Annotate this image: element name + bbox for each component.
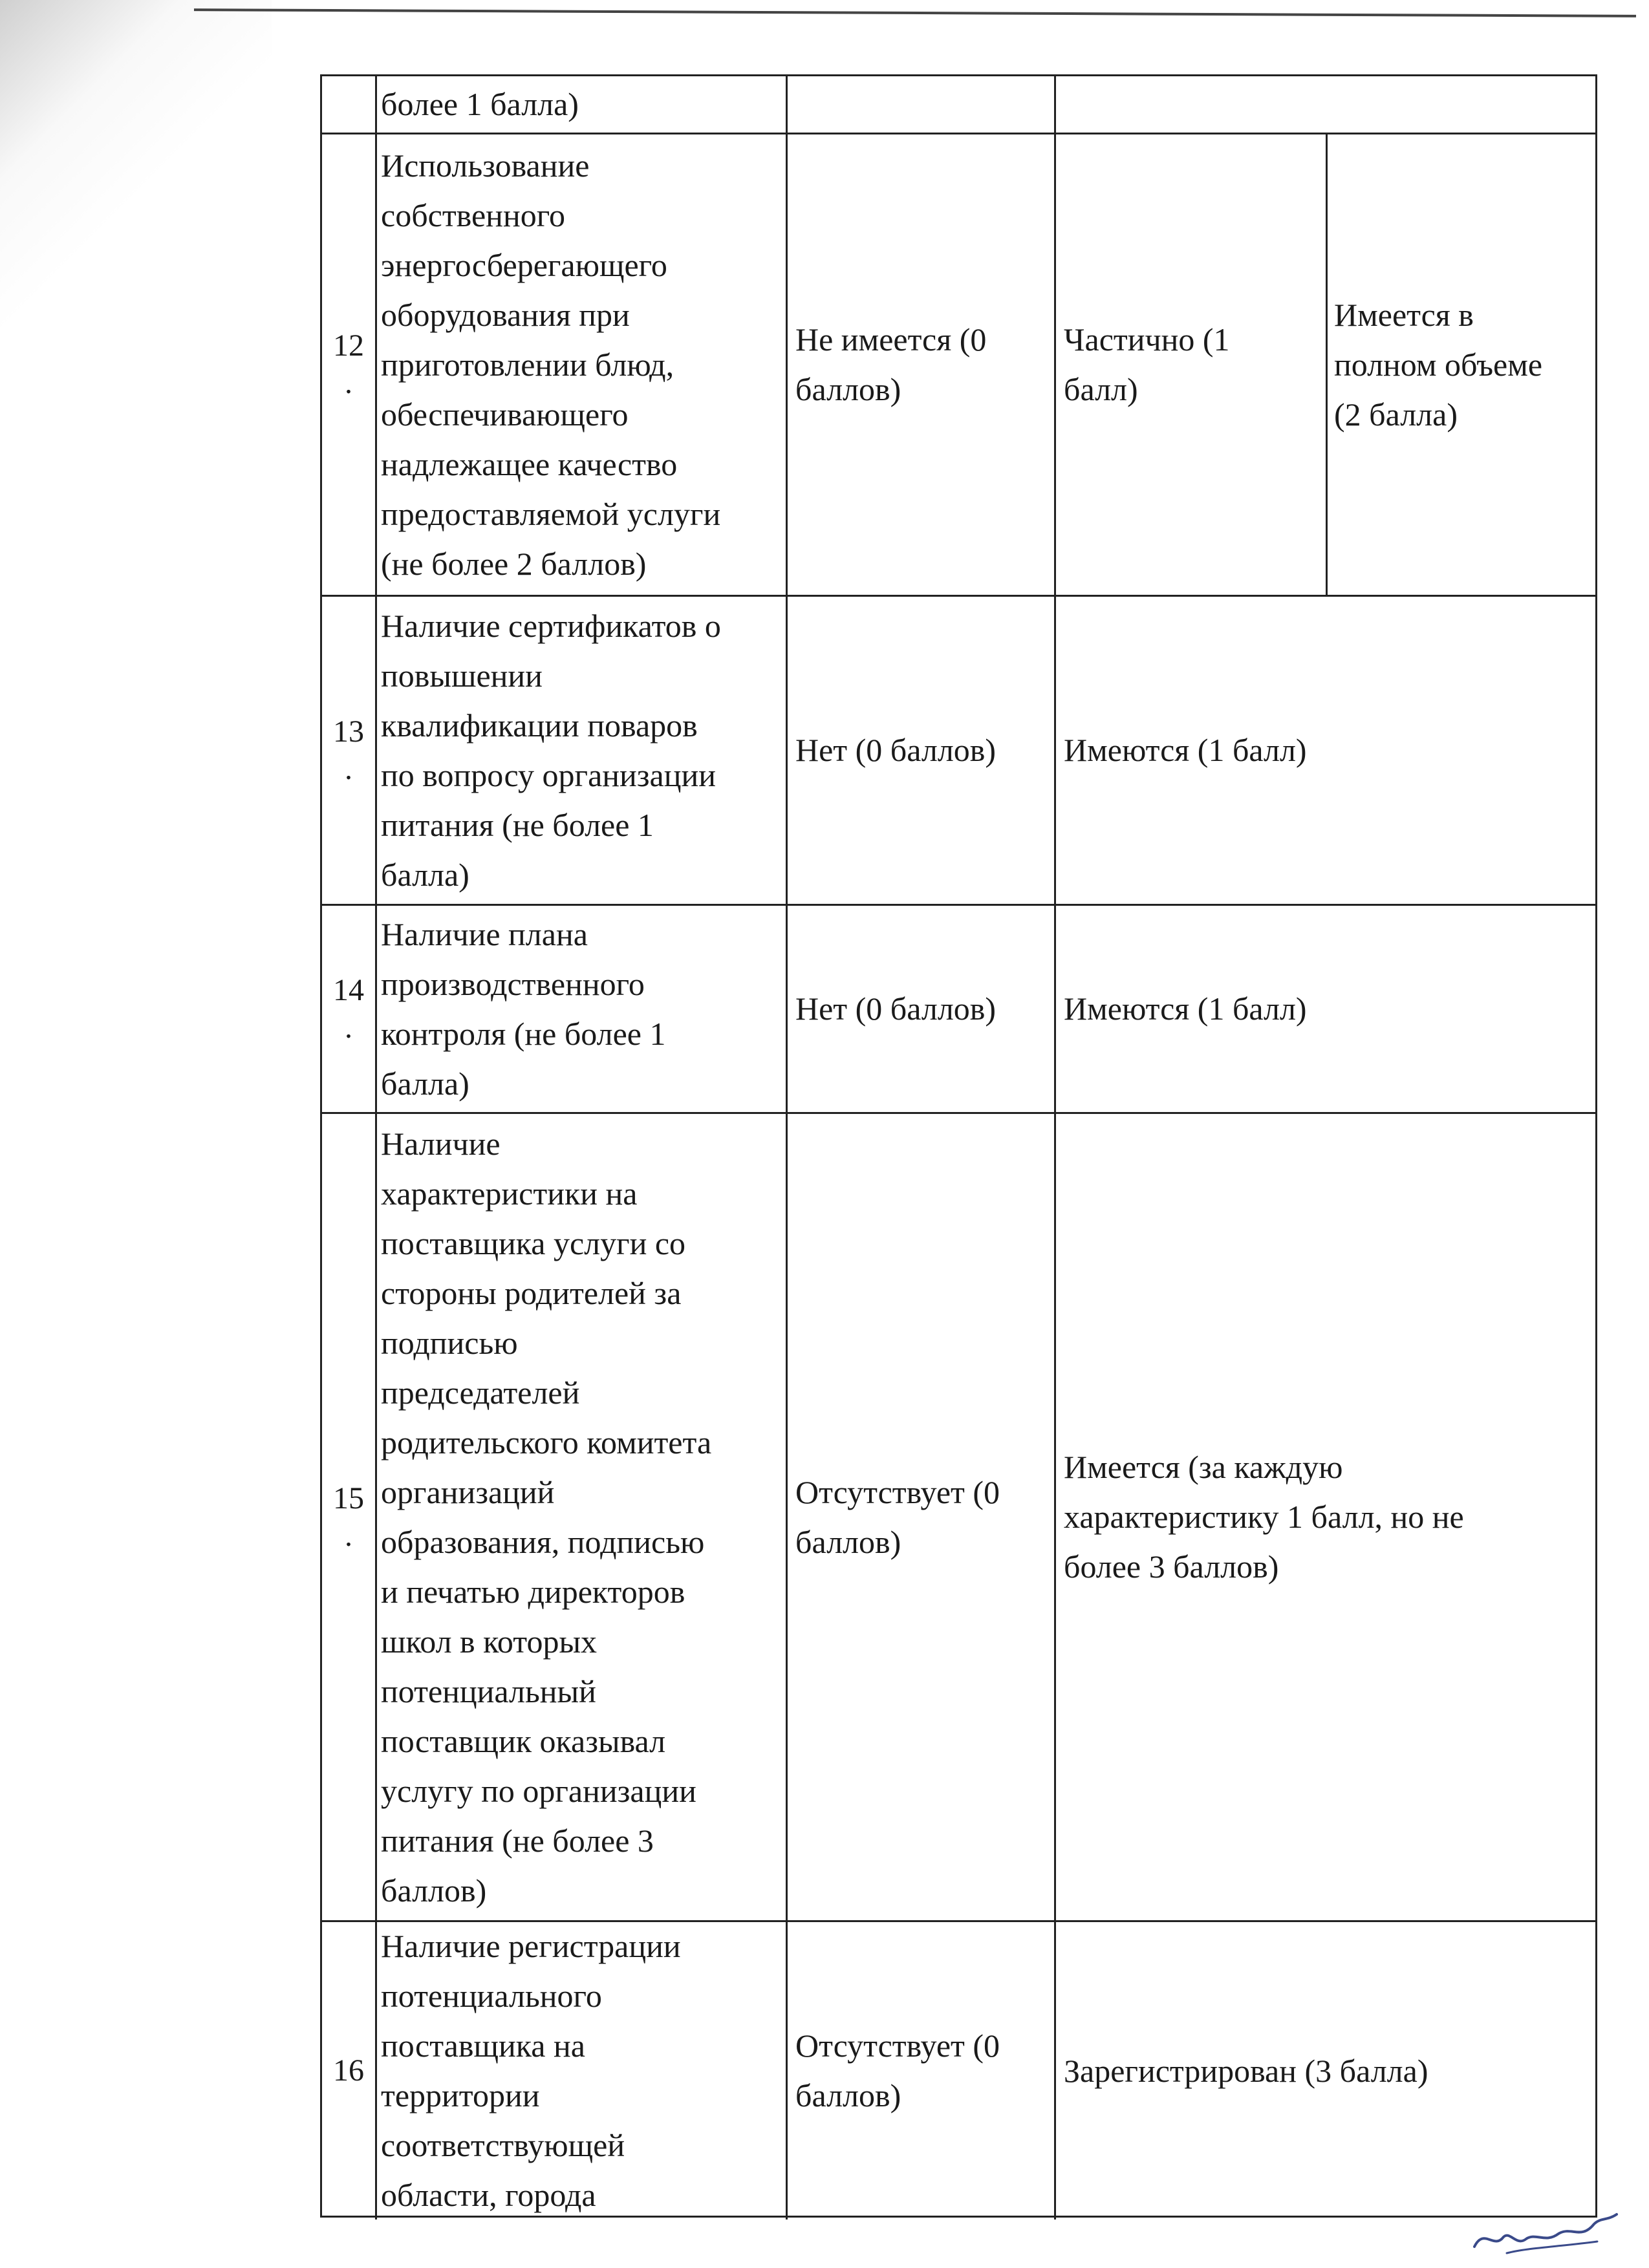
criterion-text: Наличие плана производственного контроля (не более 1 балла) xyxy=(377,906,788,1112)
row-number xyxy=(322,76,377,133)
score-one: Имеются (1 балл) xyxy=(1064,732,1307,768)
table-row xyxy=(322,1922,1595,2220)
row-number: 13 . xyxy=(322,597,377,904)
handwritten-signature xyxy=(1468,2201,1623,2260)
criterion-text: Наличие регистрации потенциального поставщика на территории соответствующей области, города xyxy=(377,1922,788,2220)
row-number: 16 xyxy=(322,1922,377,2220)
score-zero xyxy=(788,76,1056,133)
score-one: Зарегистрирован (3 балла) xyxy=(1064,2052,1428,2089)
criterion-text: более 1 балла) xyxy=(377,76,788,133)
criterion-text: Наличие сертификатов о повышении квалификации поваров по вопросу организации питания (не более 1 балла) xyxy=(377,597,788,904)
table-row xyxy=(322,1114,1595,1922)
score-one: Частично (1 балл) xyxy=(1056,134,1328,595)
table-row xyxy=(322,134,1595,597)
row-number: 12 . xyxy=(322,134,377,595)
score-zero: Не имеется (0 баллов) xyxy=(788,134,1056,595)
table-row xyxy=(322,597,1595,906)
score-two: Имеется в полном объеме (2 балла) xyxy=(1334,296,1543,433)
score-one: Имеется (за каждую характеристику 1 балл, но не более 3 баллов) xyxy=(1064,1449,1464,1585)
score-one xyxy=(1056,76,1599,133)
criterion-text: Использование собственного энергосберегающего оборудования при приготовлении блюд, обеспечивающего надлежащее качество предоставляемой услуги (не более 2 баллов) xyxy=(377,134,788,595)
table-row xyxy=(322,76,1595,134)
score-zero: Отсутствует (0 баллов) xyxy=(788,1922,1056,2220)
criteria-table xyxy=(320,74,1597,2218)
row-number: 15 . xyxy=(322,1114,377,1920)
scan-shadow xyxy=(0,0,272,336)
score-zero: Нет (0 баллов) xyxy=(788,906,1056,1112)
row-number: 14 . xyxy=(322,906,377,1112)
score-zero: Отсутствует (0 баллов) xyxy=(788,1114,1056,1920)
page-top-edge xyxy=(194,8,1636,17)
criterion-text: Наличие характеристики на поставщика услуги со стороны родителей за подписью председателей родительского комитета организаций образования, подписью и печатью директоров школ в которых потенциальный поставщик оказывал услугу по организации питания (не более 3 баллов) xyxy=(377,1114,788,1920)
score-zero: Нет (0 баллов) xyxy=(788,597,1056,904)
table-row xyxy=(322,906,1595,1114)
score-one: Имеются (1 балл) xyxy=(1064,990,1307,1027)
